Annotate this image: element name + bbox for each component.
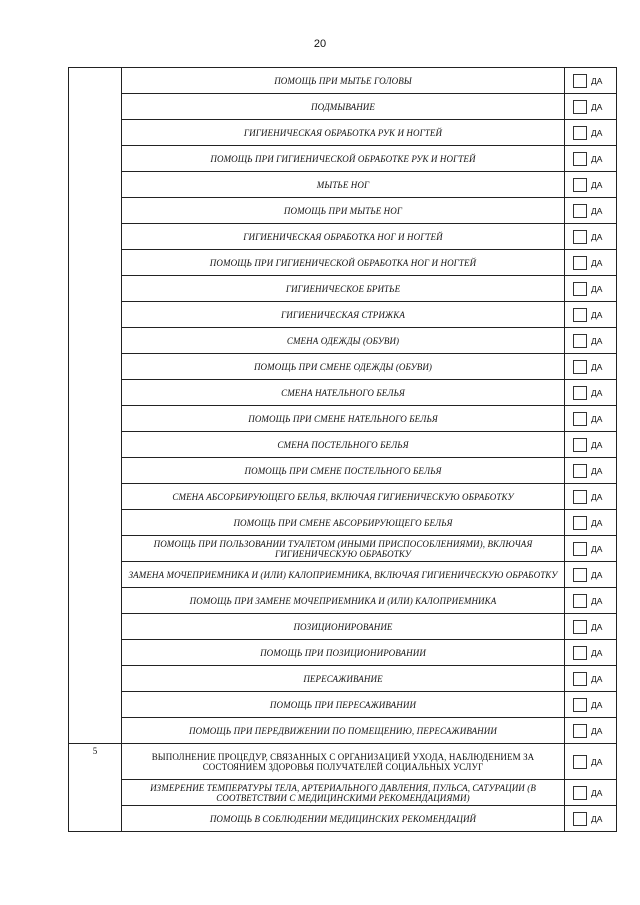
yes-label: ДА (591, 491, 603, 502)
table-row (69, 666, 617, 692)
yes-label: ДА (591, 101, 603, 112)
table-row (69, 562, 617, 588)
answer-option (565, 334, 616, 348)
service-label: СМЕНА АБСОРБИРУЮЩЕГО БЕЛЬЯ, ВКЛЮЧАЯ ГИГИЕНИЧЕСКУЮ ОБРАБОТКУ (122, 484, 565, 510)
yes-checkbox[interactable] (573, 542, 587, 556)
table-row (69, 120, 617, 146)
yes-label: ДА (591, 647, 603, 658)
answer-option (565, 386, 616, 400)
answer-option (565, 698, 616, 712)
yes-label: ДА (591, 673, 603, 684)
service-label: ПОМОЩЬ ПРИ МЫТЬЕ ГОЛОВЫ (122, 68, 565, 94)
answer-option (565, 74, 616, 88)
table-row (69, 328, 617, 354)
answer-option (565, 204, 616, 218)
answer-option (565, 152, 616, 166)
yes-checkbox[interactable] (573, 230, 587, 244)
yes-label: ДА (591, 621, 603, 632)
answer-cell (565, 354, 617, 380)
yes-label: ДА (591, 231, 603, 242)
table-row (69, 510, 617, 536)
yes-label: ДА (591, 335, 603, 346)
answer-option (565, 178, 616, 192)
yes-label: ДА (591, 309, 603, 320)
yes-checkbox[interactable] (573, 204, 587, 218)
answer-cell (565, 614, 617, 640)
yes-label: ДА (591, 361, 603, 372)
service-label: СМЕНА НАТЕЛЬНОГО БЕЛЬЯ (122, 380, 565, 406)
answer-option (565, 672, 616, 686)
yes-label: ДА (591, 387, 603, 398)
answer-cell (565, 536, 617, 562)
answer-cell (565, 640, 617, 666)
yes-checkbox[interactable] (573, 386, 587, 400)
yes-checkbox[interactable] (573, 620, 587, 634)
yes-checkbox[interactable] (573, 152, 587, 166)
service-label: ПОМОЩЬ ПРИ ПОЛЬЗОВАНИИ ТУАЛЕТОМ (ИНЫМИ ПРИСПОСОБЛЕНИЯМИ), ВКЛЮЧАЯ ГИГИЕНИЧЕСКУЮ ОБРАБОТКУ (122, 536, 565, 562)
service-label: ЗАМЕНА МОЧЕПРИЕМНИКА И (ИЛИ) КАЛОПРИЕМНИКА, ВКЛЮЧАЯ ГИГИЕНИЧЕСКУЮ ОБРАБОТКУ (122, 562, 565, 588)
yes-label: ДА (591, 257, 603, 268)
yes-checkbox[interactable] (573, 755, 587, 769)
section-number: 5 (69, 744, 122, 832)
answer-option (565, 308, 616, 322)
answer-cell (565, 484, 617, 510)
table-row (69, 276, 617, 302)
answer-option (565, 812, 616, 826)
answer-cell (565, 458, 617, 484)
table-row (69, 536, 617, 562)
yes-checkbox[interactable] (573, 594, 587, 608)
services-table (68, 67, 617, 832)
service-label: ВЫПОЛНЕНИЕ ПРОЦЕДУР, СВЯЗАННЫХ С ОРГАНИЗАЦИЕЙ УХОДА, НАБЛЮДЕНИЕМ ЗА СОСТОЯНИЕМ ЗДОРОВЬЯ ПОЛУЧАТЕЛЕЙ СОЦИАЛЬНЫХ УСЛУГ (122, 744, 565, 780)
answer-cell (565, 562, 617, 588)
yes-checkbox[interactable] (573, 256, 587, 270)
answer-cell (565, 120, 617, 146)
yes-label: ДА (591, 413, 603, 424)
service-label: ПОМОЩЬ ПРИ МЫТЬЕ НОГ (122, 198, 565, 224)
answer-option (565, 516, 616, 530)
answer-option (565, 620, 616, 634)
answer-option (565, 568, 616, 582)
answer-option (565, 786, 616, 800)
yes-checkbox[interactable] (573, 360, 587, 374)
service-label: ПОМОЩЬ ПРИ ПОЗИЦИОНИРОВАНИИ (122, 640, 565, 666)
yes-checkbox[interactable] (573, 464, 587, 478)
answer-option (565, 360, 616, 374)
service-label: ПОМОЩЬ ПРИ СМЕНЕ НАТЕЛЬНОГО БЕЛЬЯ (122, 406, 565, 432)
yes-checkbox[interactable] (573, 568, 587, 582)
service-label: ПЕРЕСАЖИВАНИЕ (122, 666, 565, 692)
yes-label: ДА (591, 787, 603, 798)
service-label: ПОМОЩЬ ПРИ ЗАМЕНЕ МОЧЕПРИЕМНИКА И (ИЛИ) КАЛОПРИЕМНИКА (122, 588, 565, 614)
yes-checkbox[interactable] (573, 490, 587, 504)
service-label: ГИГИЕНИЧЕСКОЕ БРИТЬЕ (122, 276, 565, 302)
yes-checkbox[interactable] (573, 282, 587, 296)
yes-checkbox[interactable] (573, 126, 587, 140)
table-row (69, 484, 617, 510)
service-label: ПОМОЩЬ ПРИ СМЕНЕ АБСОРБИРУЮЩЕГО БЕЛЬЯ (122, 510, 565, 536)
table-row (69, 224, 617, 250)
yes-label: ДА (591, 283, 603, 294)
answer-option (565, 594, 616, 608)
yes-checkbox[interactable] (573, 308, 587, 322)
yes-label: ДА (591, 699, 603, 710)
yes-label: ДА (591, 725, 603, 736)
services-table-body (69, 68, 617, 832)
service-label: ИЗМЕРЕНИЕ ТЕМПЕРАТУРЫ ТЕЛА, АРТЕРИАЛЬНОГО ДАВЛЕНИЯ, ПУЛЬСА, САТУРАЦИИ (В СООТВЕТСТВИИ С МЕДИЦИНСКИМИ РЕКОМЕНДАЦИЯМИ) (122, 780, 565, 806)
table-row (69, 406, 617, 432)
yes-checkbox[interactable] (573, 74, 587, 88)
answer-cell (565, 224, 617, 250)
yes-checkbox[interactable] (573, 724, 587, 738)
answer-cell (565, 510, 617, 536)
table-row (69, 172, 617, 198)
answer-cell (565, 380, 617, 406)
yes-checkbox[interactable] (573, 334, 587, 348)
yes-label: ДА (591, 465, 603, 476)
yes-label: ДА (591, 75, 603, 86)
yes-checkbox[interactable] (573, 646, 587, 660)
answer-cell (565, 198, 617, 224)
service-label: МЫТЬЕ НОГ (122, 172, 565, 198)
answer-cell (565, 718, 617, 744)
answer-option (565, 282, 616, 296)
answer-option (565, 126, 616, 140)
service-label: СМЕНА ПОСТЕЛЬНОГО БЕЛЬЯ (122, 432, 565, 458)
answer-cell (565, 406, 617, 432)
service-label: ПОМОЩЬ ПРИ СМЕНЕ ПОСТЕЛЬНОГО БЕЛЬЯ (122, 458, 565, 484)
service-label: ГИГИЕНИЧЕСКАЯ ОБРАБОТКА НОГ И НОГТЕЙ (122, 224, 565, 250)
answer-cell (565, 692, 617, 718)
service-label: СМЕНА ОДЕЖДЫ (ОБУВИ) (122, 328, 565, 354)
yes-checkbox[interactable] (573, 438, 587, 452)
yes-label: ДА (591, 439, 603, 450)
answer-cell (565, 68, 617, 94)
answer-cell (565, 172, 617, 198)
answer-cell (565, 328, 617, 354)
table-row (69, 780, 617, 806)
table-row (69, 614, 617, 640)
service-label: ПОДМЫВАНИЕ (122, 94, 565, 120)
answer-cell (565, 94, 617, 120)
section-number (69, 68, 122, 744)
service-label: ПОМОЩЬ В СОБЛЮДЕНИИ МЕДИЦИНСКИХ РЕКОМЕНДАЦИЙ (122, 806, 565, 832)
table-row (69, 302, 617, 328)
yes-checkbox[interactable] (573, 672, 587, 686)
table-row (69, 806, 617, 832)
yes-label: ДА (591, 517, 603, 528)
yes-label: ДА (591, 569, 603, 580)
service-label: ПОМОЩЬ ПРИ ПЕРЕДВИЖЕНИИ ПО ПОМЕЩЕНИЮ, ПЕРЕСАЖИВАНИИ (122, 718, 565, 744)
table-row (69, 68, 617, 94)
service-label: ГИГИЕНИЧЕСКАЯ ОБРАБОТКА РУК И НОГТЕЙ (122, 120, 565, 146)
yes-label: ДА (591, 205, 603, 216)
yes-checkbox[interactable] (573, 812, 587, 826)
table-row (69, 692, 617, 718)
answer-option (565, 755, 616, 769)
answer-option (565, 490, 616, 504)
service-label: ПОМОЩЬ ПРИ СМЕНЕ ОДЕЖДЫ (ОБУВИ) (122, 354, 565, 380)
answer-cell (565, 806, 617, 832)
yes-checkbox[interactable] (573, 100, 587, 114)
service-label: ГИГИЕНИЧЕСКАЯ СТРИЖКА (122, 302, 565, 328)
table-row (69, 146, 617, 172)
yes-label: ДА (591, 813, 603, 824)
answer-cell (565, 780, 617, 806)
yes-label: ДА (591, 543, 603, 554)
service-label: ПОМОЩЬ ПРИ ГИГИЕНИЧЕСКОЙ ОБРАБОТКЕ РУК И НОГТЕЙ (122, 146, 565, 172)
answer-cell (565, 250, 617, 276)
answer-option (565, 542, 616, 556)
service-label: ПОМОЩЬ ПРИ ПЕРЕСАЖИВАНИИ (122, 692, 565, 718)
table-row (69, 94, 617, 120)
yes-checkbox[interactable] (573, 412, 587, 426)
yes-label: ДА (591, 179, 603, 190)
yes-label: ДА (591, 756, 603, 767)
yes-label: ДА (591, 595, 603, 606)
answer-cell (565, 302, 617, 328)
table-row (69, 354, 617, 380)
answer-option (565, 438, 616, 452)
service-label: ПОМОЩЬ ПРИ ГИГИЕНИЧЕСКОЙ ОБРАБОТКА НОГ И НОГТЕЙ (122, 250, 565, 276)
yes-label: ДА (591, 153, 603, 164)
answer-option (565, 230, 616, 244)
answer-cell (565, 276, 617, 302)
yes-checkbox[interactable] (573, 786, 587, 800)
table-row (69, 588, 617, 614)
yes-label: ДА (591, 127, 603, 138)
page-number: 20 (313, 38, 327, 50)
table-row (69, 744, 617, 780)
answer-option (565, 464, 616, 478)
yes-checkbox[interactable] (573, 698, 587, 712)
answer-option (565, 724, 616, 738)
table-row (69, 640, 617, 666)
table-row (69, 432, 617, 458)
table-row (69, 198, 617, 224)
service-label: ПОЗИЦИОНИРОВАНИЕ (122, 614, 565, 640)
answer-option (565, 646, 616, 660)
answer-option (565, 256, 616, 270)
answer-cell (565, 744, 617, 780)
table-row (69, 250, 617, 276)
answer-cell (565, 588, 617, 614)
table-row (69, 380, 617, 406)
answer-cell (565, 146, 617, 172)
answer-cell (565, 666, 617, 692)
answer-cell (565, 432, 617, 458)
yes-checkbox[interactable] (573, 178, 587, 192)
yes-checkbox[interactable] (573, 516, 587, 530)
answer-option (565, 412, 616, 426)
answer-option (565, 100, 616, 114)
table-row (69, 458, 617, 484)
table-row (69, 718, 617, 744)
